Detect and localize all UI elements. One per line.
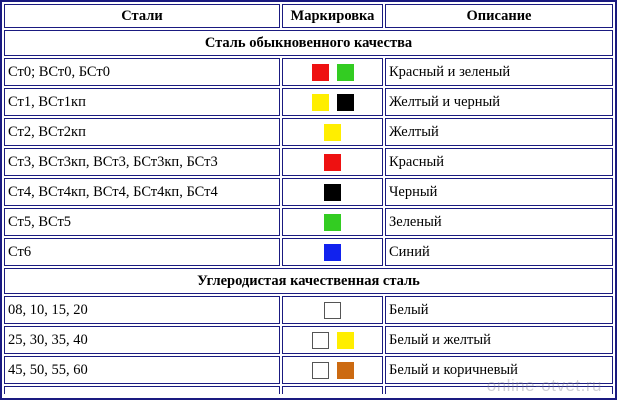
table-row: [4, 326, 613, 354]
steel-grades-cell: Ст6: [4, 238, 280, 266]
table-body: [4, 30, 613, 394]
marking-cell: [282, 178, 383, 206]
description-cell: Синий: [385, 238, 613, 266]
steel-marking-table: [2, 2, 615, 396]
marking-cell: [282, 356, 383, 384]
description-cell: Желтый и черный: [385, 88, 613, 116]
color-swatch: [337, 362, 354, 379]
color-swatch: [312, 332, 329, 349]
color-swatch: [337, 332, 354, 349]
color-swatch: [324, 184, 341, 201]
header-description: Описание: [385, 4, 613, 28]
description-cell: Белый: [385, 296, 613, 324]
table-row: [4, 238, 613, 266]
steel-grades-cell: 25, 30, 35, 40: [4, 326, 280, 354]
color-swatch: [324, 154, 341, 171]
empty-cell: [4, 386, 280, 394]
marking-cell: [282, 58, 383, 86]
steel-grades-cell: Ст5, ВСт5: [4, 208, 280, 236]
marking-cell: [282, 326, 383, 354]
section-carbon-quality-title-row: [4, 268, 613, 294]
description-cell: Желтый: [385, 118, 613, 146]
color-swatch: [324, 302, 341, 319]
description-cell: Белый и желтый: [385, 326, 613, 354]
marking-cell: [282, 238, 383, 266]
steel-grades-cell: Ст0; ВСт0, БСт0: [4, 58, 280, 86]
table-row: [4, 356, 613, 384]
color-swatch: [337, 94, 354, 111]
empty-cell: [282, 386, 383, 394]
header-steel: Стали: [4, 4, 280, 28]
description-cell: Зеленый: [385, 208, 613, 236]
marking-cell: [282, 118, 383, 146]
table-row: [4, 118, 613, 146]
color-swatch: [312, 94, 329, 111]
table-row-partial: [4, 386, 613, 394]
header-row: [4, 4, 613, 28]
table-row: [4, 296, 613, 324]
steel-grades-cell: Ст3, ВСт3кп, ВСт3, БСт3кп, БСт3: [4, 148, 280, 176]
description-cell: Черный: [385, 178, 613, 206]
table-row: [4, 88, 613, 116]
steel-grades-cell: 45, 50, 55, 60: [4, 356, 280, 384]
empty-cell: [385, 386, 613, 394]
color-swatch: [312, 64, 329, 81]
steel-grades-cell: Ст2, ВСт2кп: [4, 118, 280, 146]
steel-grades-cell: Ст4, ВСт4кп, ВСт4, БСт4кп, БСт4: [4, 178, 280, 206]
description-cell: Красный и зеленый: [385, 58, 613, 86]
table-row: [4, 148, 613, 176]
section-ordinary-quality-title-row: [4, 30, 613, 56]
steel-grades-cell: Ст1, ВСт1кп: [4, 88, 280, 116]
section-title: Углеродистая качественная сталь: [4, 268, 613, 294]
steel-grades-cell: 08, 10, 15, 20: [4, 296, 280, 324]
marking-cell: [282, 208, 383, 236]
marking-cell: [282, 88, 383, 116]
color-swatch: [324, 244, 341, 261]
marking-cell: [282, 296, 383, 324]
color-swatch: [324, 214, 341, 231]
description-cell: Красный: [385, 148, 613, 176]
watermark: online-otvet.ru: [486, 376, 602, 395]
table-row: [4, 208, 613, 236]
section-title: Сталь обыкновенного качества: [4, 30, 613, 56]
color-swatch: [312, 362, 329, 379]
color-swatch: [337, 64, 354, 81]
table-row: [4, 58, 613, 86]
marking-cell: [282, 148, 383, 176]
header-marking: Маркировка: [282, 4, 383, 28]
color-swatch: [324, 124, 341, 141]
table-row: [4, 178, 613, 206]
description-cell: Белый и коричневый: [385, 356, 613, 384]
